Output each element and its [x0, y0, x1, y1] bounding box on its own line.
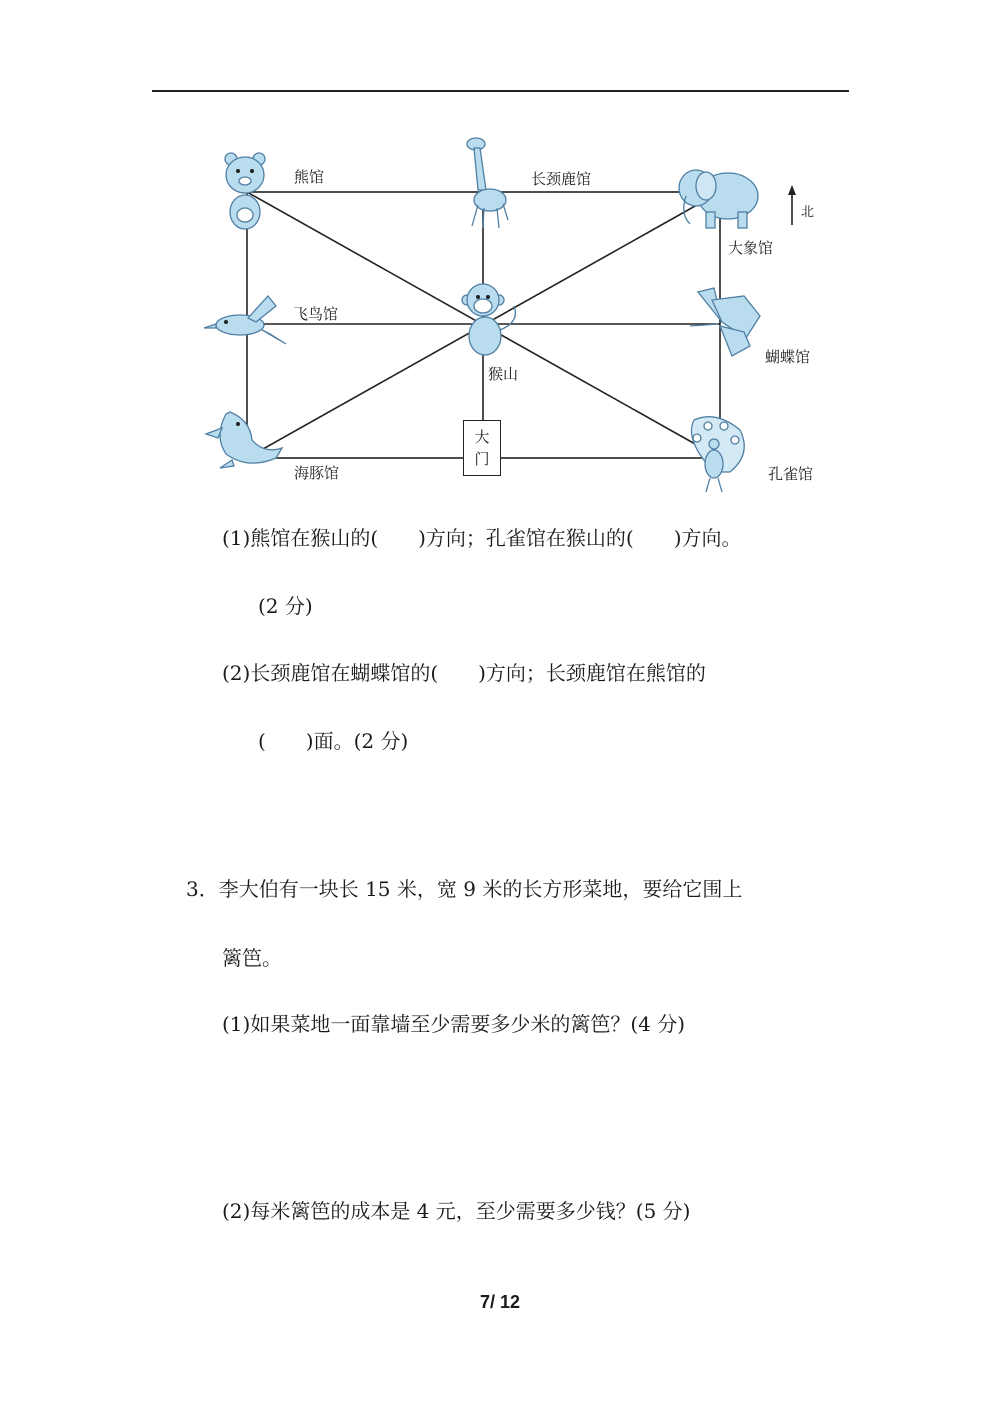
- north-arrow-icon: [788, 185, 796, 225]
- q3-line1: 3．李大伯有一块长 15 米，宽 9 米的长方形菜地，要给它围上: [186, 877, 743, 901]
- q3-part2: (2)每米篱笆的成本是 4 元，至少需要多少钱？(5 分): [222, 1199, 691, 1223]
- label-bear-hall: 熊馆: [294, 168, 325, 186]
- label-peacock-hall: 孔雀馆: [768, 465, 814, 483]
- butterfly-icon: [690, 288, 760, 356]
- q2-part2-line2: ( )面。(2 分): [258, 729, 409, 753]
- label-monkey-hill: 猴山: [488, 365, 519, 383]
- bird-icon: [204, 296, 286, 344]
- q3-part1: (1)如果菜地一面靠墙至少需要多少米的篱笆？(4 分): [222, 1012, 686, 1036]
- monkey-icon: [462, 284, 515, 355]
- label-butterfly-hall: 蝴蝶馆: [765, 348, 811, 366]
- gate-char-bottom: 门: [474, 450, 490, 468]
- label-elephant-hall: 大象馆: [728, 239, 774, 257]
- label-bird-hall: 飞鸟馆: [293, 305, 339, 323]
- page-number: 7/ 12: [479, 1292, 521, 1312]
- q3-line2: 篱笆。: [222, 946, 282, 970]
- bear-icon: [225, 153, 265, 229]
- label-giraffe-hall: 长颈鹿馆: [531, 170, 592, 188]
- main-gate: [463, 420, 501, 476]
- q2-part1-line2: (2 分): [258, 594, 313, 618]
- peacock-icon: [692, 417, 745, 492]
- q2-part1-line1: (1)熊馆在猴山的( )方向；孔雀馆在猴山的( )方向。: [222, 526, 742, 550]
- label-dolphin-hall: 海豚馆: [294, 464, 340, 482]
- elephant-icon: [679, 170, 758, 228]
- dolphin-icon: [206, 412, 282, 468]
- north-label: 北: [801, 205, 815, 220]
- giraffe-icon: [467, 138, 508, 228]
- q2-part2-line1: (2)长颈鹿馆在蝴蝶馆的( )方向；长颈鹿馆在熊馆的: [222, 661, 706, 685]
- gate-char-top: 大: [474, 428, 490, 446]
